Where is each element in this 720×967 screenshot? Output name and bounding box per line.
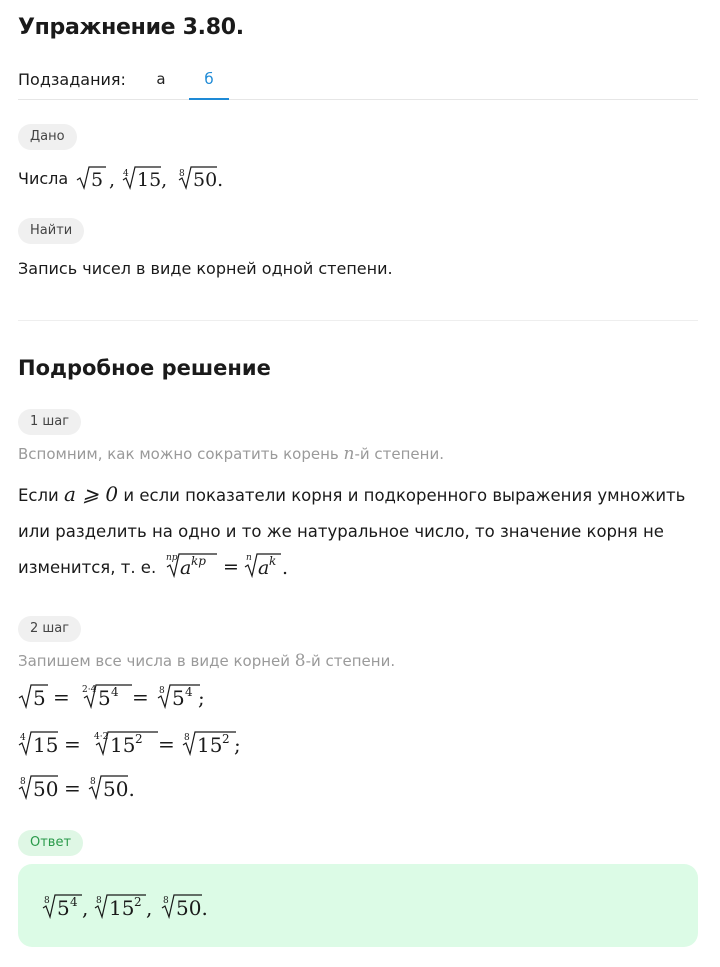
svg-text:5: 5 [98, 686, 111, 710]
svg-text:15: 15 [197, 733, 223, 757]
svg-text:;: ; [234, 733, 241, 757]
svg-text:;: ; [198, 686, 205, 710]
step1-rule [18, 476, 698, 586]
page-title: Упражнение 3.80. [18, 15, 244, 40]
svg-text:15,: 15, [137, 169, 168, 191]
svg-text:n: n [246, 553, 253, 563]
step2-line3 [18, 771, 158, 803]
svg-text:4: 4 [123, 169, 130, 179]
answer-math [42, 890, 222, 922]
svg-text:,: , [82, 896, 89, 920]
svg-text:np: np [166, 553, 179, 563]
svg-text:5: 5 [172, 686, 185, 710]
answer-pill: Ответ [18, 830, 83, 856]
step2-pill: 2 шаг [18, 616, 81, 642]
answer-box [18, 864, 698, 947]
svg-text:a: a [180, 557, 192, 579]
svg-text:50.: 50. [176, 896, 208, 920]
svg-text:=: = [158, 732, 175, 756]
svg-text:5: 5 [33, 686, 46, 710]
svg-text:8: 8 [179, 169, 186, 179]
tab-b[interactable]: б [189, 70, 229, 100]
step1-hint-before: Вспомним, как можно сократить корень [18, 445, 344, 463]
subtasks-label: Подзадания: [18, 70, 126, 89]
svg-text:8: 8 [96, 896, 102, 906]
svg-text:15: 15 [109, 896, 135, 920]
svg-text:=: = [223, 556, 240, 578]
svg-text:50: 50 [33, 777, 59, 801]
svg-text:=: = [64, 776, 81, 800]
given-math [76, 163, 246, 193]
svg-text:=: = [53, 685, 70, 709]
step1-line3-before: изменится, т. е. [18, 558, 157, 577]
svg-text:2: 2 [134, 895, 142, 909]
svg-text:2: 2 [135, 732, 143, 746]
svg-text:4: 4 [111, 685, 119, 699]
step1-line1 [18, 476, 698, 514]
step1-hint-after: -й степени. [354, 445, 444, 463]
svg-text:kp: kp [191, 554, 207, 568]
step2-hint-before: Запишем все числа в виде корней [18, 652, 295, 670]
step1-line1-before: Если [18, 486, 65, 505]
svg-text:8: 8 [163, 896, 169, 906]
svg-text:15: 15 [33, 733, 59, 757]
svg-text:8: 8 [159, 686, 165, 696]
given-label: Числа [18, 169, 69, 188]
svg-text:4: 4 [20, 733, 26, 743]
svg-text:2: 2 [222, 732, 230, 746]
step2-hint-after: -й степени. [305, 652, 396, 670]
step1-hint-var: n [343, 444, 355, 464]
given-pill: Дано [18, 124, 77, 150]
svg-text:50.: 50. [103, 777, 135, 801]
step1-line3-math [165, 551, 295, 581]
tab-a[interactable]: а [156, 70, 166, 88]
subtasks-bar [18, 64, 698, 100]
step2-hint-var: 8 [294, 651, 306, 671]
step1-line3 [18, 550, 698, 586]
find-pill: Найти [18, 218, 84, 244]
svg-text:5: 5 [91, 169, 104, 191]
svg-text:50.: 50. [193, 169, 224, 191]
svg-text:=: = [64, 732, 81, 756]
svg-text:,: , [109, 169, 116, 191]
svg-text:8: 8 [184, 733, 190, 743]
svg-text:15: 15 [110, 733, 136, 757]
step1-hint [18, 444, 444, 464]
svg-text:4: 4 [70, 895, 78, 909]
svg-text:5: 5 [57, 896, 70, 920]
section-divider [18, 320, 698, 321]
find-text: Запись чисел в виде корней одной степени. [18, 259, 393, 278]
svg-text:2·4: 2·4 [82, 685, 97, 695]
svg-text:=: = [132, 685, 149, 709]
given-text [18, 163, 246, 193]
step2-line2 [18, 727, 248, 759]
svg-text:4·2: 4·2 [94, 732, 109, 742]
solution-heading: Подробное решение [18, 356, 271, 380]
step1-line2: или разделить на одно и то же натуральное число, то значение корня не [18, 522, 664, 541]
svg-text:a: a [258, 557, 270, 579]
svg-text:8: 8 [44, 896, 50, 906]
svg-text:8: 8 [20, 777, 26, 787]
svg-text:4: 4 [185, 685, 193, 699]
svg-text:k: k [269, 554, 277, 568]
step1-line1-after: и если показатели корня и подкоренного выражения умножить [118, 486, 686, 505]
svg-text:.: . [282, 557, 289, 579]
step2-line1 [18, 680, 218, 712]
step1-pill: 1 шаг [18, 409, 81, 435]
svg-text:8: 8 [90, 777, 96, 787]
step1-line1-math: a ⩾ 0 [64, 482, 119, 506]
svg-text:,: , [146, 896, 153, 920]
step2-hint [18, 651, 395, 671]
